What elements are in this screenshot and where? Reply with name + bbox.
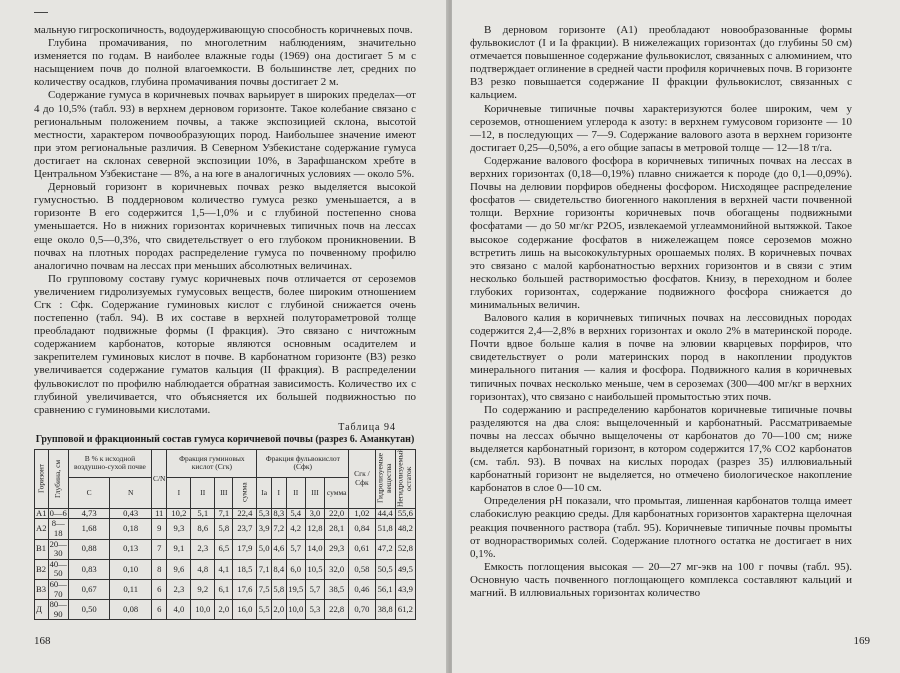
table-cell: B3 [35, 579, 49, 599]
table-cell: 7,1 [215, 508, 233, 519]
table-cell: 50,5 [375, 559, 395, 579]
table-cell: 22,8 [325, 600, 349, 620]
table-cell: 5,5 [257, 600, 272, 620]
table-cell: 7,5 [257, 579, 272, 599]
page-number-left: 168 [34, 635, 51, 647]
table-cell: 19,5 [286, 579, 305, 599]
table-cell: 1,02 [349, 508, 375, 519]
table-cell: 0,88 [68, 539, 110, 559]
table-cell: 5,8 [271, 579, 286, 599]
table-cell: A1 [36, 507, 47, 518]
header-fulvic-ia: Ia [257, 477, 272, 508]
paragraph: Глубина промачивания, по многолетним наблюдениям, значительно изменяется по годам. В наиболее влажные годы (1969) она достигает 5 м с насыщением почв до полной влагоемкости. В большинстве лет, средних по количеству осадков, глубина промачивания почвы достигает 2 м. [34, 37, 416, 89]
header-fulvic-sum: сумма [325, 477, 349, 508]
table-row [35, 508, 416, 519]
table-row [35, 579, 416, 599]
header-humic-group: Фракция гуминовых кислот (Сгк) [167, 449, 257, 477]
table-cell: 4,0 [167, 600, 191, 620]
page-number-right: 169 [853, 635, 870, 647]
paragraph: Дерновый горизонт в коричневых почвах резко выделяется высокой гумусностью. В поддерновом количество гумуса резко уменьшается, а в горизонте В его содержится 1,5—1,0% и с глубиной постепенно снова уменьшается. Но в нижних горизонтах коричневых типичных почв на лессах еще около 0,5—0,3%, что свидетельствует о его глубоком проникновении. В почвах на плотных породах распределение гумуса по почвенному профилю аналогично почвам на лессах при меньших абсолютных величинах. [34, 181, 416, 272]
table-cell: 61,2 [395, 600, 415, 620]
header-humic-i: I [167, 477, 191, 508]
table-cell: 0,70 [349, 600, 375, 620]
table-cell: 9,1 [167, 539, 191, 559]
table-cell: 6 [151, 579, 167, 599]
paragraph: По содержанию и распределению карбонатов коричневые типичные почвы разделяются на два слоя: выщелоченный и карбонатный. Рассматриваемые почвы на лессах обычно выщелочены от карбонатов до 70—100 см; ниже выделяется карбонатный горизонт, в котором содержится 17,% CO2 карбонатов (см. табл. 93). В почвах на кислых породах (разрез 35) иллювиальный карбонатный горизонт не выделяется, но отмечено биологическое накопление карбонатов в слое 0—10 см. [470, 403, 852, 495]
paragraph: В дерновом горизонте (А1) преобладают новообразованные формы фульвокислот (I и Iа фракции). В нижележащих горизонтах (до глубины 50 см) отмечается повышенное содержание фульвокислот, связанных с алюминием, что подтверждает оглинение в средней части профиля коричневых почв. В горизонте В3 резко повышается содержание II фракции фульвокислот, связанных с кальцием. [470, 24, 852, 102]
paragraph: Коричневые типичные почвы характеризуются более широким, чем у сероземов, отношением углерода к азоту: в верхнем гумусовом горизонте — 10—12, в последующих — 7—9. Содержание валового азота в верхнем горизонте достигает 0,25—0,50%, а его общие запасы в метровой толще — 12—18 т/га. [470, 102, 852, 154]
table-row [35, 559, 416, 579]
table-cell: 2,3 [191, 539, 215, 559]
table-cell: B1 [35, 539, 49, 559]
table-cell: 28,1 [325, 519, 349, 539]
header-c: C [68, 477, 110, 508]
header-fulvic-group: Фракция фульвокислот (Сфк) [257, 449, 349, 477]
header-hydrolyzable: Гидролизуемые вещества [375, 449, 395, 508]
table-cell: 10,2 [167, 508, 191, 519]
paragraph: Определения pH показали, что промытая, лишенная карбонатов толща имеет слабокислую реакцию среды. Для карбонатных горизонтов характерна щелочная реакция почвенного раствора (табл. 95). Коричневые типичные почвы промыты от воднорастворимых солей. Содержание плотного остатка не достигает в них 0,1%. [470, 495, 852, 560]
table-cell: 8,3 [273, 507, 285, 518]
humus-composition-table [34, 449, 416, 621]
paragraph: мальную гигроскопичность, водоудерживающую способность коричневых почв. [34, 24, 413, 36]
table-cell: 11 [151, 508, 167, 519]
table-cell: 0,08 [110, 600, 152, 620]
table-cell: 80—90 [49, 599, 67, 619]
table-cell: 44,4 [375, 508, 395, 519]
table-row [35, 519, 416, 539]
header-fulvic-ii: II [286, 477, 305, 508]
table-title: Групповой и фракционный состав гумуса коричневой почвы (разрез 6. Аманкутан) [35, 433, 415, 445]
table-cell: 16,0 [233, 600, 257, 620]
left-page [0, 0, 448, 673]
table-cell: 51,8 [375, 519, 395, 539]
header-humic-iii: III [215, 477, 233, 508]
table-cell: 2,3 [167, 579, 191, 599]
table-cell: 6,1 [215, 579, 233, 599]
table-cell: 60—70 [49, 578, 67, 599]
table-cell: 5,8 [215, 519, 233, 539]
left-text-column [34, 24, 416, 620]
header-horizon: Горизонт [35, 449, 49, 508]
table-cell: 0,43 [110, 508, 152, 519]
header-nonhydrolyzable: Негидролизуемый остаток [395, 449, 415, 508]
table-cell: 43,9 [395, 579, 415, 599]
paragraph: По групповому составу гумус коричневых почв отличается от сероземов увеличением гидролизуемых гумусовых веществ, более широким отношением Сгк : Сфк. Содержание гуминовых кислот с глубиной снижается очень постепенно (табл. 94). В их составе в верхней полутораметровой толще преобладают подвижные формы (I фракция). Это связано с ничтожным содержанием карбонатов, которые являются основным осадителем и закрепителем гуминовых кислот в почве. В карбонатном горизонте (В3) резко увеличивается содержание гуматов кальция (II фракция). В распределении фульвокислот по профилю наблюдается обратная зависимость. Количество их с глубиной увеличивается, что объясняется их большей подвижностью по сравнению с гуминовыми кислотами. [34, 272, 416, 416]
table-cell: 4,1 [215, 559, 233, 579]
table-cell: Д [35, 600, 49, 620]
table-cell: 8,6 [191, 519, 215, 539]
header-cn: C/N [151, 449, 167, 508]
table-cell: A2 [35, 519, 49, 539]
table-cell: 0,50 [68, 600, 110, 620]
table-cell: 9 [151, 519, 167, 539]
table-cell: 14,0 [305, 539, 324, 559]
table-row [35, 539, 416, 559]
table-cell: 29,3 [325, 539, 349, 559]
paragraph: Содержание валового фосфора в коричневых типичных почвах на лессах в верхних горизонтах (0,18—0,19%) плавно снижается к породе (до 0,1—0,09%). Почвы на делювии порфиров обеднены фосфором. Нисходящее распределение фосфатов — свидетельство биогенного накопления в верхней части почвенной толщи. Верхние горизонты коричневых почв обогащены подвижными фосфатами — до 50 мг/кг P2O5, извлекаемой углеаммонийной вытяжкой. Такое высокое содержание фосфатов в нижележащем поясе сероземов можно встретить лишь на высококультурных орошаемых полях. В коричневых почвах это связано с малой карбонатностью верхних горизонтов и в связи с этим несколько большей растворимостью фосфатов. Книзу, в переходном и более глубоких горизонтах, содержание подвижного фосфора снижается до минимальных величин. [470, 154, 852, 311]
table-cell: 7,2 [271, 519, 286, 539]
table-cell: 5,3 [258, 507, 270, 518]
table-cell: 0,46 [349, 579, 375, 599]
table-cell: 4,8 [191, 559, 215, 579]
header-fulvic-i: I [271, 477, 286, 508]
table-cell: 56,1 [375, 579, 395, 599]
right-page [452, 0, 900, 673]
table-cell: 10,0 [286, 600, 305, 620]
table-cell: 17,9 [233, 539, 257, 559]
table-cell: 5,0 [257, 539, 272, 559]
table-cell: 22,0 [325, 508, 349, 519]
table-cell: 5,3 [305, 600, 324, 620]
table-cell: 55,6 [395, 508, 415, 519]
table-cell: 48,2 [395, 519, 415, 539]
table-cell: 0,11 [110, 579, 152, 599]
table-cell: 0,18 [110, 519, 152, 539]
table-cell: 5,4 [286, 508, 305, 519]
table-cell: 20—30 [49, 538, 67, 559]
table-cell: 38,8 [375, 600, 395, 620]
table-number: Таблица 94 [338, 421, 396, 433]
header-percent-group: В % к исходной воздушно-сухой почве [68, 449, 151, 477]
table-cell: 7,1 [257, 559, 272, 579]
table-row [35, 600, 416, 620]
table-cell: 22,4 [233, 508, 257, 519]
paragraph: Валового калия в коричневых типичных почвах на лессовидных породах содержится 2,4—2,8% в верхних горизонтах и около 2% в материнской породе. Почти вдвое больше калия в почве на элювии кварцевых порфиров, что свидетельствует о роли материнских пород в накоплении продуктов минерального питания — калия и фосфора. Подвижного калия в коричневых типичных почвах несколько меньше, чем в сероземах (300—400 мг/кг в верхних горизонтах), что связано с наибольшей промытостью этих почв. [470, 312, 852, 403]
table-cell: B2 [35, 559, 49, 579]
table-cell: 18,5 [233, 559, 257, 579]
table-cell: 0,67 [68, 579, 110, 599]
table-cell: 6,0 [286, 559, 305, 579]
table-body [35, 508, 416, 620]
table-cell: 38,5 [325, 579, 349, 599]
paragraph: Содержание гумуса в коричневых почвах варьирует в широких пределах—от 4 до 10,5% (табл. 93) в верхнем дерновом горизонте. Такое колебание связано с региональным положением почвы, а также экспозицией склона, высотой местности, характером почвообразующих пород. Наибольшее значение имеют при этом региональные различия. В Северном Узбекистане содержание гумуса достигает на склонах северной экспозиции 10%, в Зарафшанском хребте в Центральном Узбекистане — 8%, а на юге в аналогичных условиях — около 5%. [34, 89, 416, 181]
table-cell: 0—6 [49, 507, 67, 518]
table-cell: 47,2 [375, 539, 395, 559]
table-cell: 5,1 [191, 508, 215, 519]
header-fulvic-iii: III [305, 477, 324, 508]
table-cell: 7 [151, 539, 167, 559]
table-cell: 4,2 [286, 519, 305, 539]
table-cell: 2,0 [215, 600, 233, 620]
table-cell: 40—50 [49, 558, 67, 579]
table-cell: 0,13 [110, 539, 152, 559]
table-cell: 0,10 [110, 559, 152, 579]
header-dash [34, 12, 48, 13]
header-humic-sum: сумма [233, 477, 257, 508]
paragraph: Емкость поглощения высокая — 20—27 мг-экв на 100 г почвы (табл. 95). Основную часть почвенного поглощающего комплекса составляют кальций и магний. В иллювиальных горизонтах количество [470, 560, 852, 600]
table-caption [34, 422, 416, 446]
table-cell: 0,58 [349, 559, 375, 579]
table-cell: 52,8 [395, 539, 415, 559]
table-cell: 23,7 [233, 519, 257, 539]
header-n: N [110, 477, 152, 508]
table-cell: 3,0 [305, 508, 324, 519]
table-cell: 6 [151, 600, 167, 620]
table-cell: 12,8 [305, 519, 324, 539]
table-cell: 10,5 [305, 559, 324, 579]
header-humic-ii: II [191, 477, 215, 508]
header-ratio: Сгк / Сфк [349, 449, 375, 508]
table-cell: 9,2 [191, 579, 215, 599]
table-cell: 0,61 [349, 539, 375, 559]
table-cell: 0,83 [68, 559, 110, 579]
table-cell: 8—18 [48, 519, 68, 539]
table-cell: 32,0 [325, 559, 349, 579]
right-text-column [470, 24, 852, 600]
table-cell: 0,84 [349, 519, 375, 539]
table-cell: 2,0 [271, 600, 286, 620]
table-cell: 8,4 [271, 559, 286, 579]
table-cell: 4,6 [271, 539, 286, 559]
table-cell: 4,73 [68, 508, 110, 519]
table-cell: 9,6 [167, 559, 191, 579]
table-cell: 1,68 [68, 519, 110, 539]
table-cell: 5,7 [305, 579, 324, 599]
table-cell: 5,7 [286, 539, 305, 559]
table-cell: 3,9 [257, 519, 272, 539]
table-cell: 17,6 [233, 579, 257, 599]
table-cell: 8 [151, 559, 167, 579]
table-cell: 9,3 [167, 519, 191, 539]
header-depth: Глубина, см [48, 449, 68, 508]
table-cell: 6,5 [215, 539, 233, 559]
table-cell: 10,0 [191, 600, 215, 620]
table-cell: 49,5 [395, 559, 415, 579]
